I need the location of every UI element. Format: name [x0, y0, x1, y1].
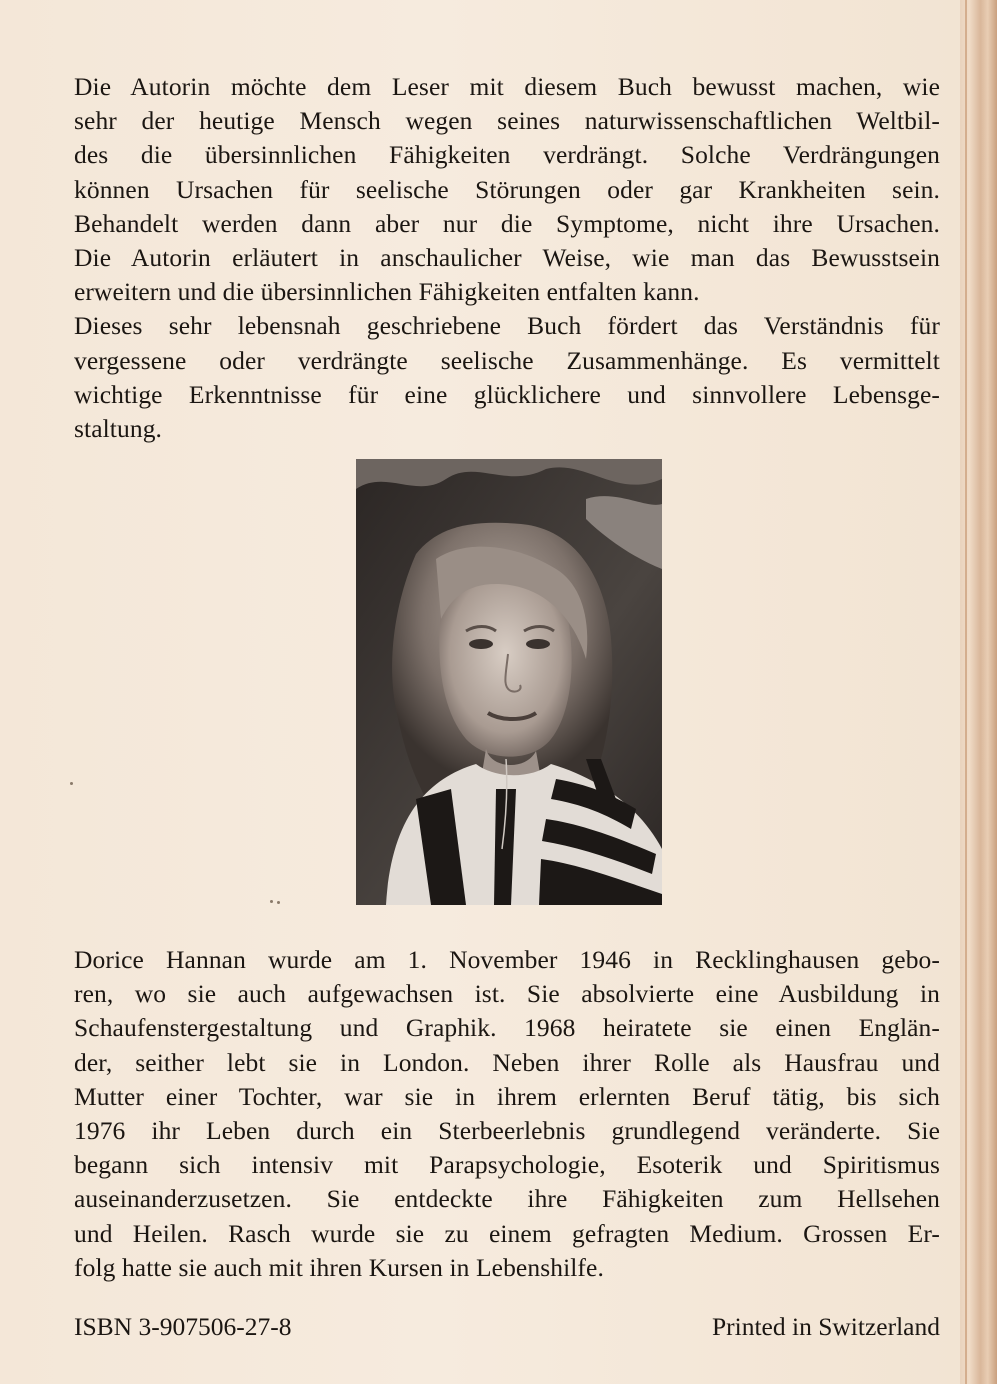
- blurb-line: Die Autorin erläutert in anschaulicher Weise, wie man das Bewusstsein: [74, 243, 940, 273]
- paper-speck: [70, 782, 73, 785]
- bio-line: Dorice Hannan wurde am 1. November 1946 in Recklinghausen gebo-: [74, 945, 940, 974]
- author-portrait-image: [356, 459, 662, 905]
- bio-line: der, seither lebt sie in London. Neben ihrer Rolle als Hausfrau und: [74, 1047, 940, 1077]
- bio-line: 1976 ihr Leben durch ein Sterbeerlebnis grundlegend veränderte. Sie: [74, 1116, 940, 1146]
- footer: [74, 1312, 940, 1352]
- printed-in-note: Printed in Switzerland: [711, 1312, 940, 1341]
- blurb-line: wichtige Erkenntnisse für eine glücklichere und sinnvollere Lebensge-: [74, 379, 940, 409]
- bio-line: ren, wo sie auch aufgewachsen ist. Sie absolvierte eine Ausbildung in: [74, 979, 940, 1009]
- bio-line: Mutter einer Tochter, war sie in ihrem erlernten Beruf tätig, bis sich: [74, 1081, 940, 1111]
- bio-line: begann sich intensiv mit Parapsychologie, Esoterik und Spiritismus: [74, 1150, 940, 1180]
- blurb-line: Die Autorin möchte dem Leser mit diesem Buch bewusst machen, wie: [74, 72, 940, 101]
- bio-line: auseinanderzusetzen. Sie entdeckte ihre Fähigkeiten zum Hellsehen: [74, 1184, 940, 1214]
- author-bio-paragraph: [74, 943, 940, 1285]
- blurb-line: sehr der heutige Mensch wegen seines naturwissenschaftlichen Weltbil-: [74, 106, 940, 136]
- blurb-line: können Ursachen für seelische Störungen oder gar Krankheiten sein.: [74, 174, 940, 204]
- blurb-line: Behandelt werden dann aber nur die Symptome, nicht ihre Ursachen.: [74, 208, 940, 238]
- blurb-line: vergessene oder verdrängte seelische Zusammenhänge. Es vermittelt: [74, 345, 940, 375]
- blurb-line: des die übersinnlichen Fähigkeiten verdrängt. Solche Verdrängungen: [74, 140, 940, 170]
- blurb-line: Dieses sehr lebensnah geschriebene Buch fördert das Verständnis für: [74, 311, 940, 341]
- bio-line: und Heilen. Rasch wurde sie zu einem gefragten Medium. Grossen Er-: [74, 1218, 940, 1248]
- bio-line: Schaufenstergestaltung und Graphik. 1968 heiratete sie einen Englän-: [74, 1013, 940, 1043]
- isbn-number: ISBN 3-907506-27-8: [74, 1312, 292, 1341]
- blurb-line: erweitern und die übersinnlichen Fähigkeiten entfalten kann.: [74, 277, 700, 307]
- paper-speck: [270, 900, 273, 903]
- blurb-paragraph: [74, 70, 940, 446]
- blurb-line: staltung.: [74, 414, 163, 444]
- author-photo: [356, 459, 662, 905]
- bio-line: folg hatte sie auch mit ihren Kursen in Lebenshilfe.: [74, 1252, 604, 1282]
- paper-speck: [277, 901, 280, 904]
- spine-crease: [965, 0, 967, 1384]
